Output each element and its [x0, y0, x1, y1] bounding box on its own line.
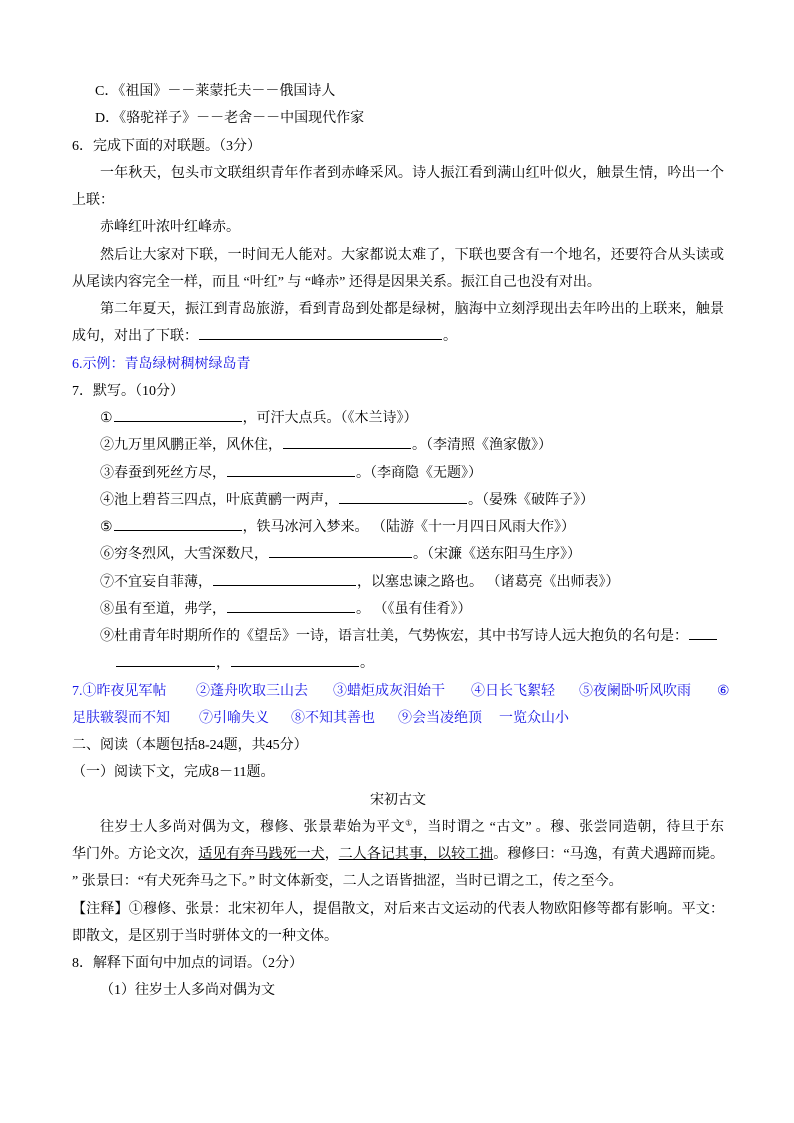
- text-segment: 。（晏殊《破阵子》）: [468, 492, 594, 508]
- text-segment: 上联：: [72, 193, 114, 208]
- answer-item: 一览众山小: [499, 710, 569, 726]
- text-line: [95, 78, 724, 105]
- fill-in-blank[interactable]: [283, 433, 411, 449]
- text-segment: ，铁马冰河入梦来。 （陆游《十一月四日风雨大作》）: [242, 520, 576, 535]
- text-segment: 第二年夏天，振江到青岛旅游，看到青岛到处都是绿树，脑海中立刻浮现出去年吟出的上联来，触景: [100, 302, 724, 317]
- text-line: [95, 105, 724, 132]
- text-line: [100, 814, 724, 841]
- fill-in-blank[interactable]: [339, 488, 467, 504]
- text-segment: ，: [216, 656, 230, 672]
- text-line: [100, 405, 724, 432]
- text-segment: 赤峰红叶浓叶红峰赤。: [100, 220, 240, 236]
- text-segment: ④池上碧苔三四点，叶底黄鹂一两声，: [100, 492, 338, 508]
- text-segment: 。 （《虽有佳肴》）: [356, 601, 472, 617]
- text-line: [72, 705, 724, 732]
- text-segment: 成句，对出了下联：: [72, 329, 198, 345]
- text-segment: ③春蚕到死丝方尽，: [100, 465, 226, 481]
- text-line: [72, 269, 724, 296]
- text-line: [72, 378, 724, 405]
- text-line: [72, 787, 724, 814]
- text-segment: ，可汗大点兵。（《木兰诗》）: [242, 411, 418, 426]
- text-line: [115, 650, 724, 677]
- text-line: [100, 977, 724, 1004]
- text-line: [72, 187, 724, 214]
- text-segment: 华门外。方论文次，: [72, 847, 199, 862]
- text-line: [100, 296, 724, 323]
- text-segment: 从尾读内容完全一样，而且 “叶红” 与 “峰赤” 还得是因果关系。振江自己也没有对出。: [72, 274, 601, 290]
- text-segment: ⑦不宜妄自菲薄，: [100, 574, 212, 590]
- answer-item: 7.①昨夜见军帖: [72, 683, 167, 699]
- text-segment: ⑤: [100, 520, 113, 535]
- text-segment: 。: [360, 656, 374, 672]
- text-segment: 二、阅读（本题包括8-24题，共45分）: [72, 738, 308, 753]
- text-line: [72, 868, 724, 895]
- answer-item: ④日长飞絮轻: [471, 683, 555, 699]
- footnote-marker: ①: [405, 818, 413, 828]
- answer-item: ②蓬舟吹取三山去: [196, 683, 308, 699]
- text-segment: ⑥穷冬烈风，大雪深数尺，: [100, 547, 268, 563]
- fill-in-blank[interactable]: [116, 651, 215, 667]
- text-segment: 6.示例：青岛绿树稠树绿岛青: [72, 356, 251, 372]
- text-line: [100, 432, 724, 459]
- text-segment: 。穆修曰：“马逸，有黄犬遇蹄而毙。: [493, 847, 725, 862]
- text-segment: ，以塞忠谏之路也。 （诸葛亮《出师表》）: [357, 574, 620, 590]
- text-line: [72, 896, 724, 923]
- text-line: [100, 569, 724, 596]
- text-segment: 6．完成下面的对联题。（3分）: [72, 138, 261, 154]
- text-line: [72, 759, 724, 786]
- answer-item: ⑥: [717, 683, 730, 699]
- answer-item: ⑦引喻失义: [199, 710, 269, 726]
- text-segment: C．《祖国》－－莱蒙托夫－－俄国诗人: [95, 84, 336, 99]
- answer-item: ③蜡炬成灰泪始干: [333, 683, 445, 699]
- text-segment: 往岁士人多尚对偶为文，穆修、张景辈始为平文: [100, 819, 406, 835]
- answer-item: ⑤夜阑卧听风吹雨: [579, 683, 691, 699]
- text-segment: （一）阅读下文，完成8－11题。: [72, 765, 275, 781]
- text-segment: 即散文，是区别于当时骈体文的一种文体。: [72, 928, 338, 944]
- fill-in-blank[interactable]: [114, 406, 242, 422]
- underlined-phrase: 适见有奔马践死一犬: [198, 847, 325, 862]
- text-line: [100, 596, 724, 623]
- text-segment: 一年秋天，包头市文联组织青年作者到赤峰采风。诗人振江看到满山红叶似火，触景生情，吟出一个: [100, 165, 724, 181]
- text-segment: ①: [100, 411, 113, 426]
- text-segment: （1）往岁士人多尚对偶为文: [100, 983, 275, 999]
- fill-in-blank[interactable]: [213, 570, 356, 586]
- text-segment: ，当时谓之 “古文” 。穆、张尝同造朝，待旦于东: [412, 819, 725, 835]
- text-line: [100, 242, 724, 269]
- text-line: [72, 323, 724, 350]
- text-line: [72, 841, 724, 868]
- text-line: [72, 351, 724, 378]
- fill-in-blank[interactable]: [231, 651, 359, 667]
- fill-in-blank[interactable]: [199, 324, 442, 340]
- fill-in-blank[interactable]: [227, 461, 355, 477]
- text-segment: 。（李商隐《无题》）: [356, 465, 482, 481]
- text-segment: 。（李清照《渔家傲》）: [412, 438, 552, 454]
- text-line: [100, 487, 724, 514]
- text-segment: D．《骆驼祥子》－－老舍－－中国现代作家: [95, 111, 365, 127]
- text-line: [72, 732, 724, 759]
- text-segment: ，: [324, 847, 339, 862]
- text-line: [72, 678, 730, 705]
- text-line: [100, 160, 724, 187]
- text-line: [72, 923, 724, 950]
- answer-item: 足肤皲裂而不知: [72, 710, 170, 726]
- fill-in-blank[interactable]: [114, 515, 242, 531]
- text-line: [72, 950, 724, 977]
- text-segment: 7．默写。（10分）: [72, 383, 184, 399]
- text-line: [100, 460, 724, 487]
- text-segment: 。（宋濂《送东阳马生序》）: [413, 547, 581, 563]
- answer-item: ⑨会当凌绝顶: [398, 710, 482, 726]
- text-segment: ⑨杜甫青年时期所作的《望岳》一诗，语言壮美，气势恢宏，其中书写诗人远大抱负的名句是：: [100, 629, 688, 644]
- fill-in-blank[interactable]: [227, 597, 355, 613]
- text-segment: ” 张景曰：“有犬死奔马之下。” 时文体新变，二人之语皆拙涩，当时已谓之工，传之至今。: [72, 874, 623, 890]
- text-line: [72, 133, 724, 160]
- text-line: [100, 623, 724, 650]
- text-line: [100, 214, 724, 241]
- text-line: [100, 514, 724, 541]
- text-segment: 8．解释下面句中加点的词语。（2分）: [72, 956, 303, 971]
- answer-item: ⑧不知其善也: [291, 710, 375, 726]
- text-segment: 然后让大家对下联，一时间无人能对。大家都说太难了，下联也要含有一个地名，还要符合从头读或: [100, 247, 724, 263]
- text-segment: 宋初古文: [370, 792, 426, 808]
- text-segment: ②九万里风鹏正举，风休住，: [100, 438, 282, 454]
- text-segment: 。: [443, 329, 457, 345]
- text-segment: 【注释】①穆修、张景：北宋初年人，提倡散文，对后来古文运动的代表人物欧阳修等都有影响。平文：: [72, 901, 724, 917]
- fill-in-blank[interactable]: [689, 624, 717, 640]
- fill-in-blank[interactable]: [269, 542, 412, 558]
- text-line: [100, 541, 724, 568]
- underlined-phrase: 二人各记其事，以较工拙: [338, 847, 494, 862]
- text-segment: ⑧虽有至道，弗学，: [100, 601, 226, 617]
